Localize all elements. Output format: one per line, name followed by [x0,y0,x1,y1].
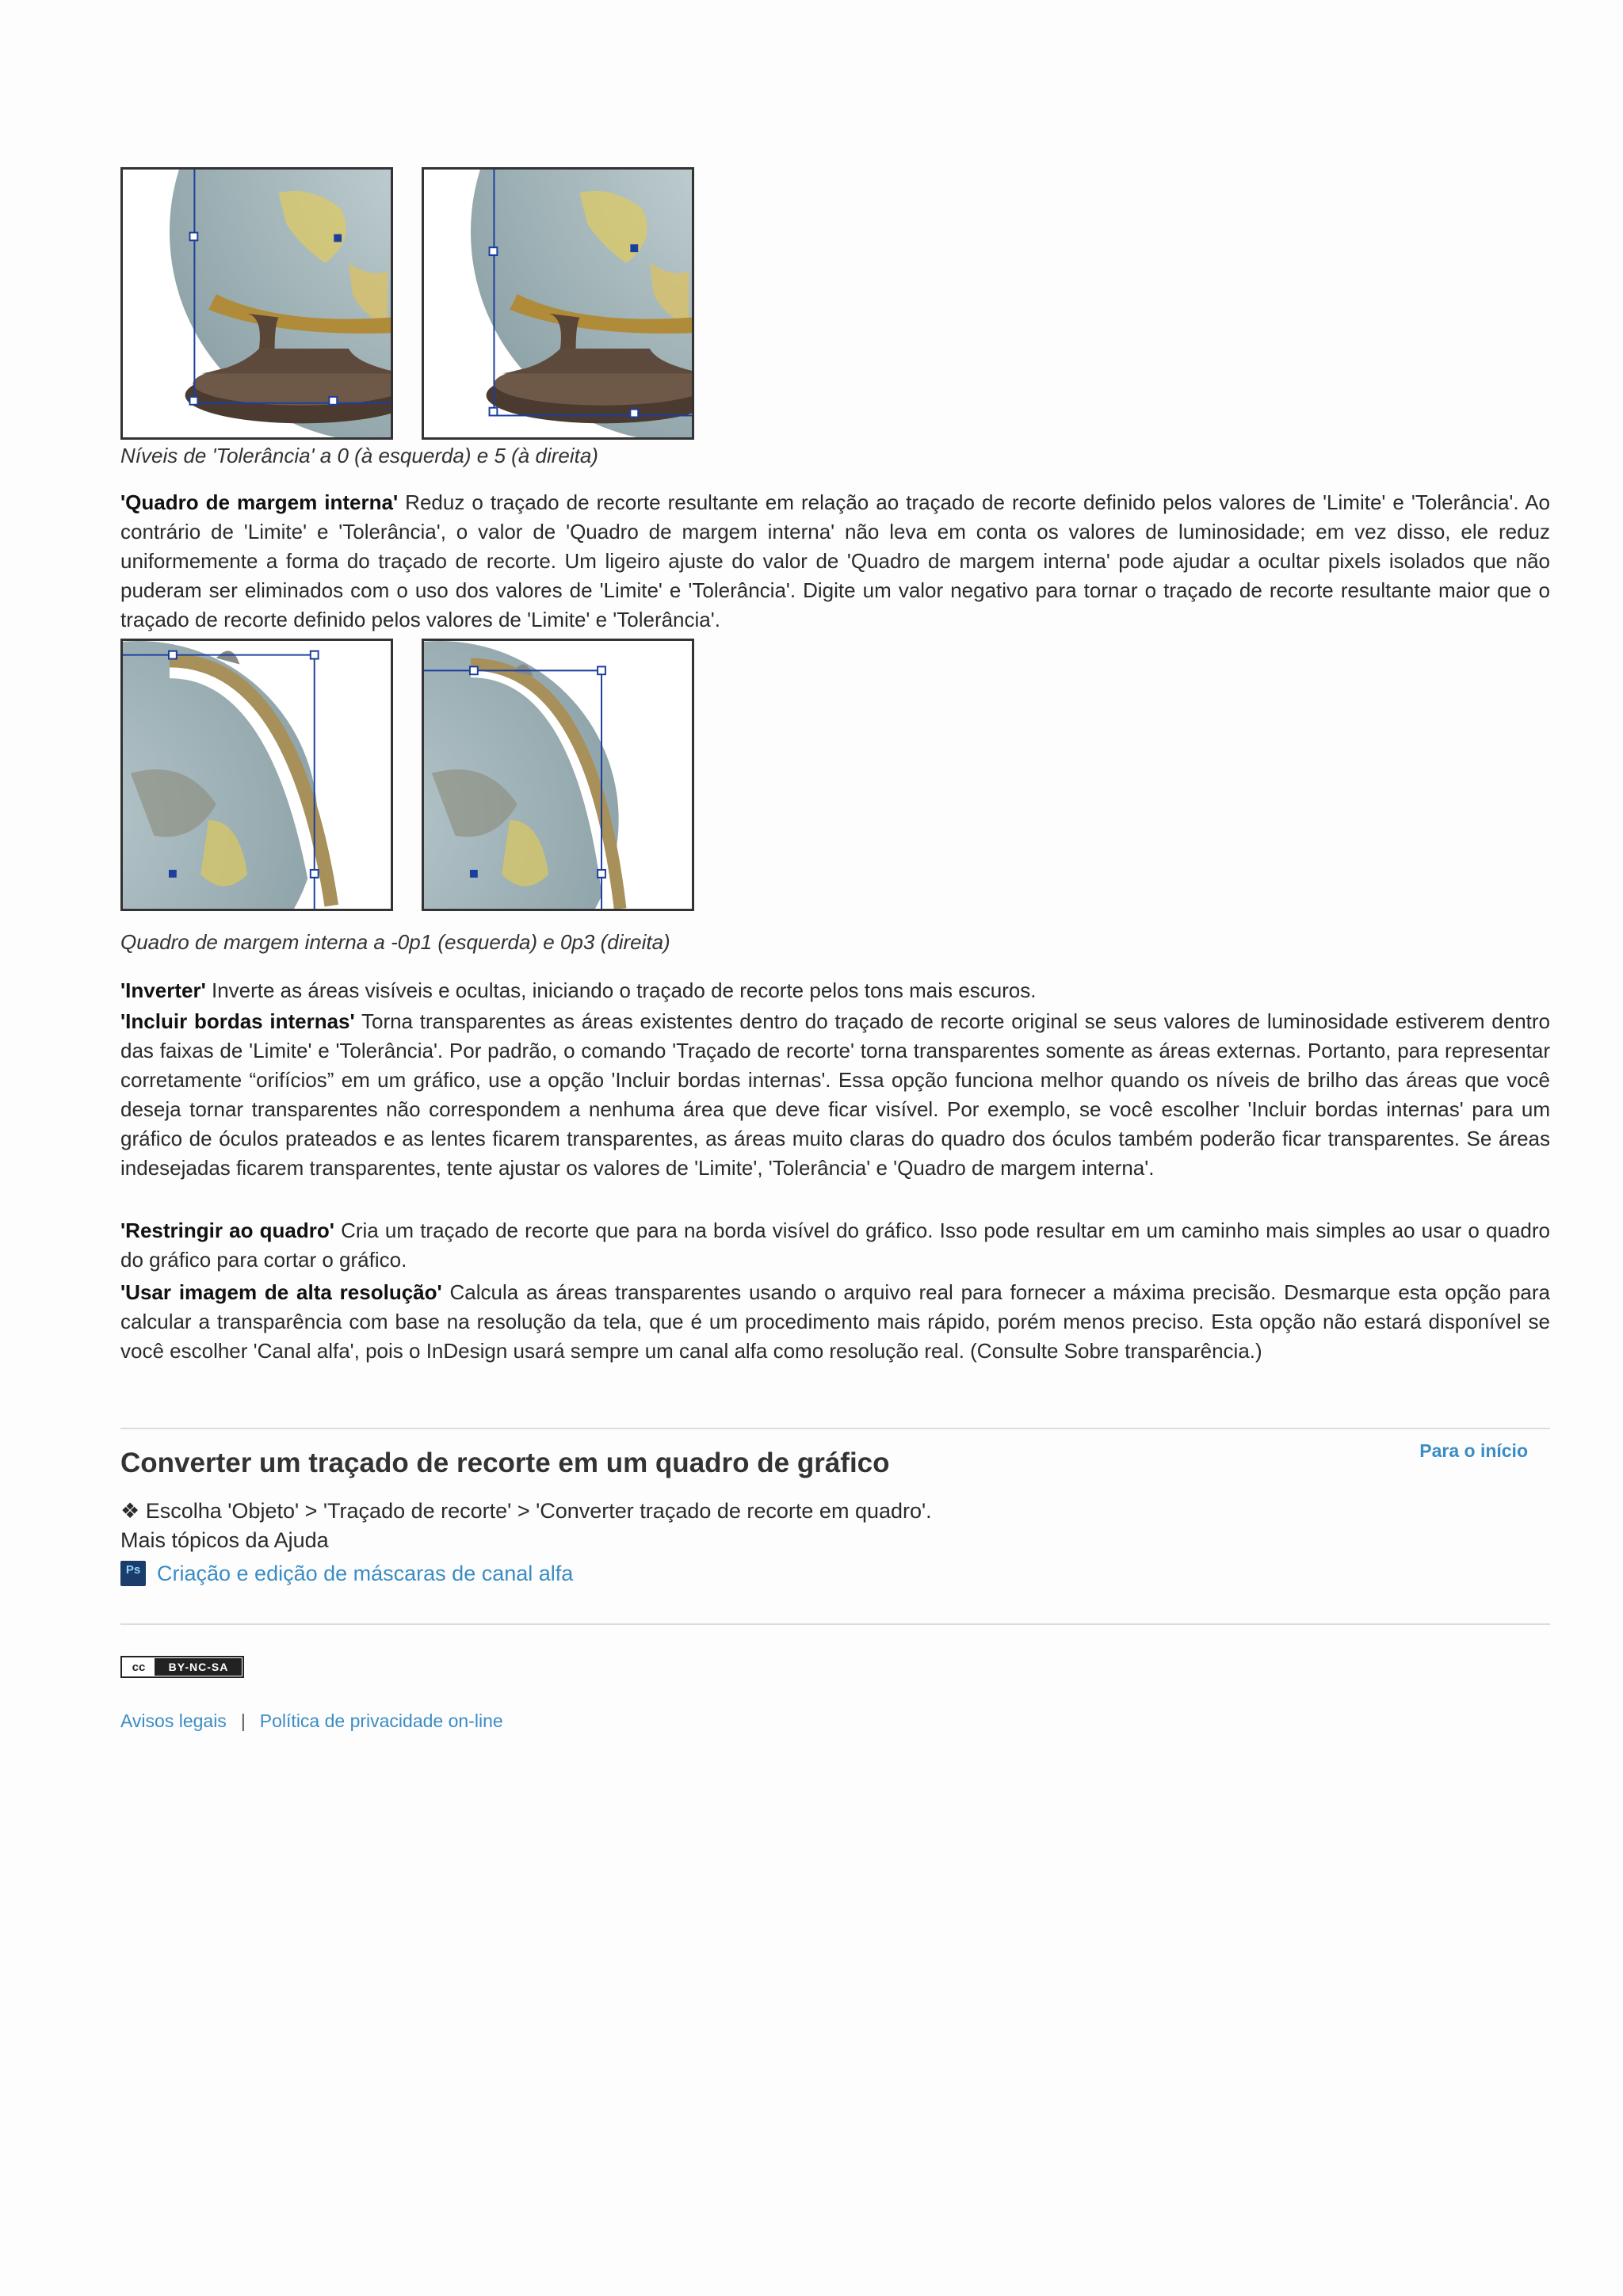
globe-inset-negative-image [120,639,393,911]
desc-restringir: Cria um traçado de recorte que para na borda visível do gráfico. Isso pode resultar em um caminho mais simples ao usar o quadro do gráfico para cortar o gráfico. [120,1219,1550,1272]
paragraph-incluir-bordas [120,1007,1550,1183]
paragraph-quadro-margem [120,488,1550,635]
paragraph-inverter [120,976,1550,1005]
step-instruction [120,1499,932,1524]
desc-quadro-margem: Reduz o traçado de recorte resultante em relação ao traçado de recorte definido pelos valores de 'Limite' e 'Tolerância'. Ao contrário de 'Limite' e 'Tolerância', o valor de 'Quadro de margem interna' não leva em conta os valores de luminosidade; em vez disso, ele reduz uniformemente a forma do traçado de recorte. Um ligeiro ajuste do valor de 'Quadro de margem interna' pode ajudar a ocultar pixels isolados que não puderam ser eliminados com o uso dos valores de 'Limite' e 'Tolerância'. Digite um valor negativo para tornar o traçado de recorte resultante maior que o traçado de recorte definido pelos valores de 'Limite' e 'Tolerância'. [120,490,1550,631]
back-to-top-link[interactable]: Para o início [1419,1440,1528,1461]
figure-caption-tolerance: Níveis de 'Tolerância' a 0 (à esquerda) e 5 (à direita) [120,444,598,467]
term-usar-imagem: 'Usar imagem de alta resolução' [120,1280,442,1304]
photoshop-icon: Ps [120,1561,146,1586]
globe-tolerance-0-image [120,167,393,440]
footer-links [120,1711,503,1732]
term-inverter: 'Inverter' [120,978,206,1002]
desc-inverter: Inverte as áreas visíveis e ocultas, iniciando o traçado de recorte pelos tons mais escuros. [205,978,1037,1002]
term-restringir: 'Restringir ao quadro' [120,1219,334,1242]
desc-incluir-bordas: Torna transparentes as áreas existentes dentro do traçado de recorte original se seus valores de luminosidade estiverem dentro das faixas de 'Limite' e 'Tolerância'. Por padrão, o comando 'Traçado de recorte' torna transparentes somente as áreas externas. Portanto, para representar corretamente “orifícios” em um gráfico, use a opção 'Incluir bordas internas'. Essa opção funciona melhor quando os níveis de brilho das áreas que você deseja tornar transparentes não correspondem a nenhuma área que deve ficar visível. Por exemplo, se você escolher 'Incluir bordas internas' para um gráfico de óculos prateados e as lentes ficarem transparentes, as áreas muito claras do quadro dos óculos também poderão ficar transparentes. Se áreas indesejadas ficarem transparentes, tente ajustar os valores de 'Limite', 'Tolerância' e 'Quadro de margem interna'. [120,1009,1550,1180]
paragraph-restringir [120,1216,1550,1275]
step-text: Escolha 'Objeto' > 'Traçado de recorte' > 'Converter traçado de recorte em quadro'. [139,1499,932,1523]
term-incluir-bordas: 'Incluir bordas internas' [120,1009,355,1033]
creative-commons-badge[interactable] [120,1656,244,1678]
figure-caption-inset: Quadro de margem interna a -0p1 (esquerda) e 0p3 (direita) [120,930,670,954]
more-topics-label: Mais tópicos da Ajuda [120,1528,329,1552]
globe-inset-positive-image [422,639,694,911]
footer-separator: | [240,1711,246,1731]
desc-usar-imagem: Calcula as áreas transparentes usando o arquivo real para fornecer a máxima precisão. Desmarque esta opção para calcular a transparência com base na resolução da tela, que é um procedimento mais rápido, porém menos preciso. Esta opção não estará disponível se você escolher 'Canal alfa', pois o InDesign usará sempre um canal alfa como resolução real. (Consulte Sobre transparência.) [120,1280,1551,1363]
section-heading: Converter um traçado de recorte em um quadro de gráfico [120,1447,890,1478]
figure-row-tolerance [120,167,694,440]
globe-tolerance-5-image [422,167,694,440]
diamond-bullet-icon: ❖ [120,1499,140,1523]
cc-icon: cc [123,1658,155,1676]
legal-notices-link[interactable]: Avisos legais [120,1711,227,1731]
figure-row-inset [120,639,694,911]
license-terms: BY-NC-SA [155,1658,242,1676]
related-topic-link[interactable]: Criação e edição de máscaras de canal alfa [157,1561,574,1585]
footer-divider [120,1623,1550,1625]
section-divider [120,1428,1550,1429]
related-topic-item [120,1561,573,1586]
privacy-policy-link[interactable]: Política de privacidade on-line [259,1711,503,1731]
term-quadro-margem: 'Quadro de margem interna' [120,490,399,514]
paragraph-usar-imagem [120,1278,1550,1366]
